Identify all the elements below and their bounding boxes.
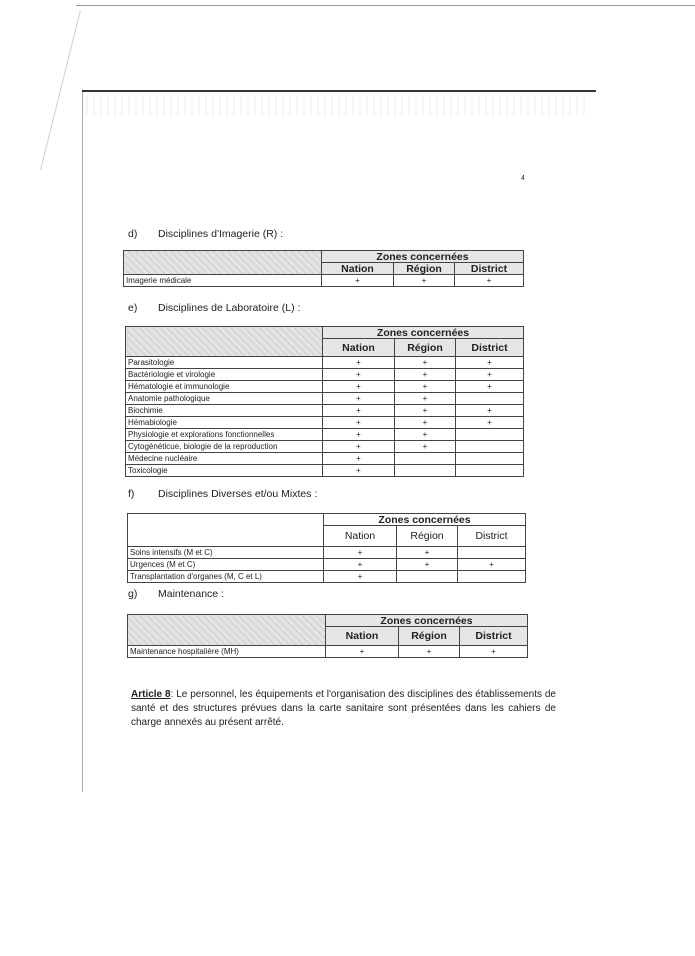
table-row (126, 453, 524, 465)
nation-cell: + (324, 571, 397, 583)
table-row (128, 547, 526, 559)
header-nation: Nation (322, 263, 394, 275)
page-number: 4 (521, 175, 525, 182)
district-cell: + (456, 357, 524, 369)
region-cell: + (395, 381, 456, 393)
header-district: District (458, 526, 526, 547)
header-region: Région (399, 627, 460, 646)
header-zones: Zones concernées (326, 615, 528, 627)
header-blank (126, 327, 323, 357)
header-nation: Nation (324, 526, 397, 547)
nation-cell: + (323, 369, 395, 381)
section-d-heading (128, 228, 283, 240)
header-zones: Zones concernées (323, 327, 524, 339)
section-title: Maintenance : (158, 588, 224, 600)
region-cell: + (395, 369, 456, 381)
district-cell: + (456, 405, 524, 417)
scan-frame-edge (76, 5, 695, 6)
district-cell (458, 547, 526, 559)
district-cell: + (456, 381, 524, 393)
district-cell (456, 453, 524, 465)
nation-cell: + (323, 465, 395, 477)
nation-cell: + (323, 393, 395, 405)
region-cell: + (394, 275, 455, 287)
header-zones: Zones concernées (324, 514, 526, 526)
header-region: Région (395, 339, 456, 357)
section-letter: d) (128, 228, 138, 240)
region-cell: + (395, 393, 456, 405)
table-diverses (127, 513, 526, 583)
header-region: Région (397, 526, 458, 547)
region-cell: + (397, 559, 458, 571)
discipline-name: Cytogénéticue, biologie de la reproduction (126, 441, 323, 453)
header-district: District (456, 339, 524, 357)
table-row (126, 429, 524, 441)
district-cell: + (455, 275, 524, 287)
table-row (128, 559, 526, 571)
region-cell (395, 453, 456, 465)
district-cell: + (456, 369, 524, 381)
nation-cell: + (324, 547, 397, 559)
section-title: Disciplines Diverses et/ou Mixtes : (158, 488, 318, 500)
table-row (128, 646, 528, 658)
nation-cell: + (323, 417, 395, 429)
header-nation: Nation (326, 627, 399, 646)
table-row (126, 441, 524, 453)
table-row (126, 369, 524, 381)
header-blank (128, 514, 324, 547)
discipline-name: Bactériologie et virologie (126, 369, 323, 381)
region-cell (395, 465, 456, 477)
region-cell: + (395, 417, 456, 429)
table-imagerie (123, 250, 524, 287)
region-cell: + (399, 646, 460, 658)
region-cell (397, 571, 458, 583)
region-cell: + (395, 441, 456, 453)
district-cell: + (458, 559, 526, 571)
table-maintenance (127, 614, 528, 658)
region-cell: + (397, 547, 458, 559)
nation-cell: + (323, 405, 395, 417)
discipline-name: Médecine nucléaire (126, 453, 323, 465)
header-nation: Nation (323, 339, 395, 357)
district-cell (458, 571, 526, 583)
header-district: District (460, 627, 528, 646)
table-row (126, 393, 524, 405)
discipline-name: Parasitologie (126, 357, 323, 369)
page-left-edge (82, 92, 83, 792)
nation-cell: + (323, 357, 395, 369)
discipline-name: Biochimie (126, 405, 323, 417)
table-laboratoire (125, 326, 524, 477)
discipline-name: Anatomie pathologique (126, 393, 323, 405)
section-title: Disciplines d'Imagerie (R) : (158, 228, 284, 240)
section-letter: e) (128, 302, 138, 314)
table-row (126, 417, 524, 429)
section-e-heading (128, 302, 300, 314)
section-letter: g) (128, 588, 138, 600)
region-cell: + (395, 429, 456, 441)
nation-cell: + (323, 453, 395, 465)
discipline-name: Maintenance hospitalière (MH) (128, 646, 326, 658)
table-row (126, 405, 524, 417)
region-cell: + (395, 357, 456, 369)
discipline-name: Hématologie et immunologie (126, 381, 323, 393)
nation-cell: + (323, 429, 395, 441)
district-cell: + (460, 646, 528, 658)
header-blank (124, 251, 322, 275)
article-text: : Le personnel, les équipements et l'organisation des disciplines des établissements de santé et des structures prévues dans la carte sanitaire sont présentées dans les cahiers de charge annexés au présent arrêté. (131, 689, 556, 728)
article-label: Article 8 (131, 689, 171, 700)
nation-cell: + (326, 646, 399, 658)
scan-page-fold (0, 10, 81, 170)
table-row (126, 357, 524, 369)
district-cell (456, 465, 524, 477)
district-cell (456, 429, 524, 441)
nation-cell: + (322, 275, 394, 287)
district-cell: + (456, 417, 524, 429)
district-cell (456, 441, 524, 453)
nation-cell: + (323, 441, 395, 453)
table-row (124, 275, 524, 287)
scan-noise (86, 96, 586, 116)
section-letter: f) (128, 488, 135, 500)
discipline-name: Soins intensifs (M et C) (128, 547, 324, 559)
section-f-heading (128, 488, 317, 500)
header-district: District (455, 263, 524, 275)
nation-cell: + (323, 381, 395, 393)
district-cell (456, 393, 524, 405)
article-8-paragraph (131, 688, 556, 730)
discipline-name: Physiologie et explorations fonctionnelles (126, 429, 323, 441)
header-region: Région (394, 263, 455, 275)
discipline-name: Toxicologie (126, 465, 323, 477)
region-cell: + (395, 405, 456, 417)
discipline-name: Imagerie médicale (124, 275, 322, 287)
header-zones: Zones concernées (322, 251, 524, 263)
table-row (128, 571, 526, 583)
header-blank (128, 615, 326, 646)
table-row (126, 381, 524, 393)
discipline-name: Transplantation d'organes (M, C et L) (128, 571, 324, 583)
discipline-name: Hémabiologie (126, 417, 323, 429)
table-row (126, 465, 524, 477)
nation-cell: + (324, 559, 397, 571)
page-top-rule (82, 90, 596, 92)
section-g-heading (128, 588, 224, 600)
section-title: Disciplines de Laboratoire (L) : (158, 302, 301, 314)
discipline-name: Urgences (M et C) (128, 559, 324, 571)
